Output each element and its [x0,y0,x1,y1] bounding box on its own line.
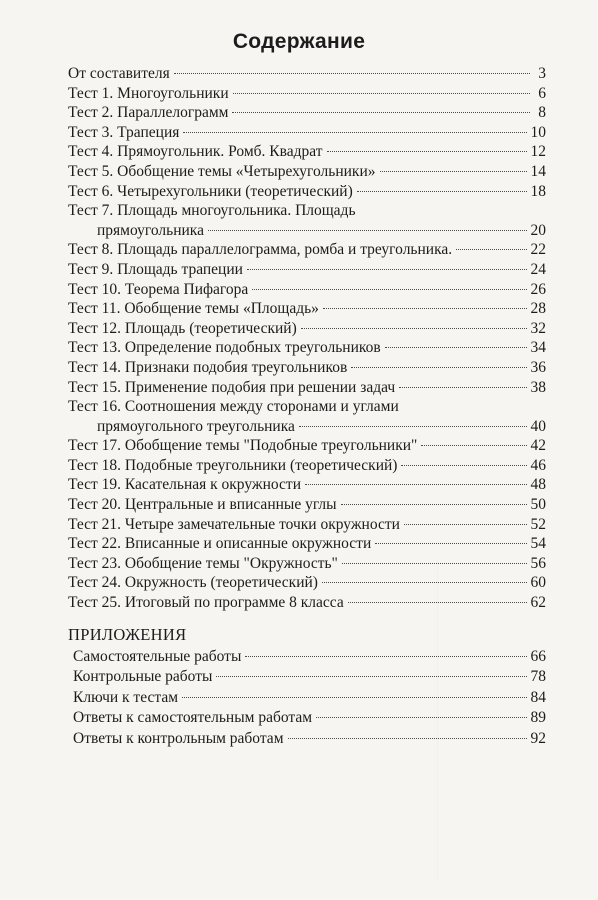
toc-entry-label: Тест 9. Площадь трапеции [68,260,243,278]
dot-leader [375,543,526,544]
toc-entry-page-number: 32 [530,319,546,337]
toc-entry-page-number: 60 [530,574,546,592]
toc-entry-label: Тест 1. Многоугольники [68,84,229,102]
toc-entry-label: Тест 10. Теорема Пифагора [68,280,249,298]
toc-entry [68,240,546,260]
toc-entry [68,182,546,202]
toc-entry-page-number: 84 [530,688,546,706]
dot-leader [380,171,527,172]
dot-leader [399,387,526,388]
toc-entry-label: Ответы к самостоятельным работам [73,709,313,727]
appendix-heading: ПРИЛОЖЕНИЯ [68,624,187,644]
toc-entry-page-number: 46 [530,456,546,474]
toc-entry-page-number: 22 [530,241,546,259]
toc-entry [68,162,546,182]
toc-entry-label: Тест 19. Касательная к окружности [68,476,301,494]
toc-entry [68,64,546,84]
toc-entry-page-number: 14 [530,162,546,180]
toc-entry [68,397,546,436]
toc-entry-page-number: 26 [530,280,546,298]
toc-entry-label: Самостоятельные работы [73,647,242,665]
dot-leader [327,151,527,152]
toc-entry-page-number: 40 [530,417,546,435]
toc-entry-label: Ключи к тестам [73,688,179,706]
toc-entry-page-number: 48 [530,476,546,494]
toc-entry-label: Тест 20. Центральные и вписанные углы [68,496,337,514]
toc-entry-page-number: 8 [538,104,546,122]
toc-entry-label: Тест 6. Четырехугольники (теоретический) [68,182,353,200]
toc-entry [68,84,546,104]
toc-entry-label: Тест 21. Четыре замечательные точки окружности [68,515,400,533]
toc-entry-label: Тест 15. Применение подобия при решении задач [68,378,396,396]
toc-entry-label: Тест 14. Признаки подобия треугольников [68,358,348,376]
toc-entry-page-number: 50 [530,496,546,514]
toc-entry-label: Тест 2. Параллелограмм [68,104,229,122]
dot-leader [323,308,527,309]
dot-leader [357,191,527,192]
dot-leader [341,504,527,505]
dot-leader [404,524,527,525]
toc-entry-page-number: 56 [530,554,546,572]
toc-entry [68,436,546,456]
toc-entry-page-number: 3 [538,65,546,82]
toc-entry-page-number: 18 [530,182,546,200]
toc-entry [68,319,546,339]
toc-entry-page-number: 54 [530,535,546,553]
toc-entry [68,103,546,123]
toc-entry-label-line1: Тест 16. Соотношения между сторонами и углами [68,398,399,416]
toc-entry-label: прямоугольного треугольника [97,417,295,435]
show-through-shadow [437,560,558,880]
toc-entry-label: Тест 8. Площадь параллелограмма, ромба и треугольника. [68,241,453,259]
toc-entry-page-number: 52 [530,515,546,533]
page-title: Содержание [232,30,366,53]
toc-entry [68,534,546,554]
toc-entry [68,123,546,143]
dot-leader [252,289,526,290]
toc-entry-label: Тест 4. Прямоугольник. Ромб. Квадрат [68,143,323,161]
toc-entry-label: Тест 13. Определение подобных треугольников [68,339,381,357]
toc-entry-label: Тест 18. Подобные треугольники (теоретический) [68,456,398,474]
toc-entry-page-number: 12 [530,143,546,161]
dot-leader [301,328,527,329]
toc-entry-label: Тест 3. Трапеция [68,123,180,141]
toc-entry-page-number: 38 [530,378,546,396]
dot-leader [421,445,526,446]
toc-entry [68,358,546,378]
toc-entry [68,378,546,398]
toc-entry-page-number: 20 [530,221,546,239]
toc-entry [68,260,546,280]
toc-entry-label: Тест 25. Итоговый по программе 8 класса [68,594,344,612]
toc-entry-page-number: 36 [530,358,546,376]
toc-entry-page-number: 92 [530,729,546,747]
dot-leader [183,132,526,133]
toc-entry [68,456,546,476]
toc-entry-page-number: 42 [530,437,546,455]
toc-entry-label: Ответы к контрольным работам [73,729,284,747]
toc-entry-label: Тест 17. Обобщение темы "Подобные треугольники" [68,437,418,455]
toc-entry [68,201,546,240]
toc-entry-label: Контрольные работы [73,668,213,686]
toc-entry [68,299,546,319]
dot-leader [299,426,527,427]
dot-leader [401,465,526,466]
toc-entry-label: Тест 24. Окружность (теоретический) [68,574,318,592]
dot-leader [385,347,527,348]
toc-entry-label-line1: Тест 7. Площадь многоугольника. Площадь [68,202,356,220]
dot-leader [305,484,527,485]
toc-entry-page-number: 24 [530,260,546,278]
dot-leader [174,73,530,74]
dot-leader [351,367,526,368]
dot-leader [208,230,527,231]
toc-entry-page-number: 34 [530,339,546,357]
toc-entry-label: Тест 12. Площадь (теоретический) [68,319,297,337]
toc-entry-label: прямоугольника [97,221,204,239]
toc-entry [68,142,546,162]
toc-entry-page-number: 10 [530,123,546,141]
toc-entry [68,338,546,358]
toc-entry-page-number: 6 [538,84,546,102]
toc-entry-page-number: 66 [530,647,546,665]
dot-leader [232,112,530,113]
toc-entry [68,475,546,495]
toc-entry-page-number: 89 [530,709,546,727]
toc-entry-page-number: 28 [530,300,546,318]
dot-leader [456,249,526,250]
toc-entries [68,64,546,613]
toc-entry-page-number: 78 [530,668,546,686]
toc-entry-label: От составителя [68,65,170,82]
toc-entry [68,515,546,535]
toc-entry-label: Тест 5. Обобщение темы «Четырехугольники» [68,162,376,180]
toc-entry-page-number: 62 [530,594,546,612]
dot-leader [247,269,527,270]
toc-entry-label: Тест 11. Обобщение темы «Площадь» [68,300,319,318]
toc-entry [68,280,546,300]
toc-entry [68,495,546,515]
toc-entry-label: Тест 23. Обобщение темы "Окружность" [68,554,338,572]
dot-leader [233,93,530,94]
toc-entry-label: Тест 22. Вписанные и описанные окружности [68,535,372,553]
